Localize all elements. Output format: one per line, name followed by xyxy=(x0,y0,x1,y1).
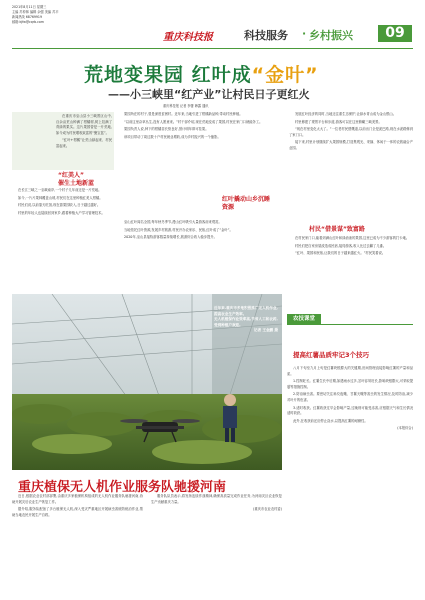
caption-line: 近年来,重庆市多地积极推广无人机作业,提高农业生产效率。 xyxy=(214,306,278,316)
paragraph: 在重庆市巫山县小三峡景区山中,百余亩荒山种满了柑橘树,树上挂满了青绿的果实。这片果园曾是一片荒地,如今成为村民增收致富的“聚宝盆”。 xyxy=(56,114,112,135)
paragraph: 2020年,巫山县接待游客数量持续增长,旅游综合收入稳步提升。 xyxy=(124,235,217,240)
paragraph: 如今,一片片果林覆盖山坡,村民们在这里种植红美人柑橘。 xyxy=(18,195,103,200)
masthead-rule xyxy=(12,48,413,49)
section-title: 科技服务 xyxy=(244,29,288,42)
headline-byline: 重庆科技报 记者 李蕾 韩露 通讯 xyxy=(163,104,209,108)
paragraph: 八月下旬至九月上旬是红薯块根膨大的关键期,田间管理直接影响红薯的产量和品质。 xyxy=(287,366,413,376)
main-headline xyxy=(84,60,319,87)
date-line: 2021年8月11日 星期三 xyxy=(12,5,47,9)
paragraph: 据介绍,服务队配备了多台植保无人机,深入受灾严重地区开展病虫害统防统治作业,帮助当地农民开展生产自救。 xyxy=(12,507,143,517)
left-body xyxy=(12,188,114,292)
paragraph: “红叶、果园和民宿,让我们的日子越来越红火。”村民笑着说。 xyxy=(295,251,386,256)
right-column xyxy=(289,112,413,307)
right-body-top xyxy=(289,112,413,212)
middle-body-bottom xyxy=(118,220,283,292)
paragraph: 服务队队员表示,将发扬连续作战精神,确保高质量完成作业任务,为河南灾区农业恢复生产贡献重庆力量。 xyxy=(151,494,282,504)
paragraph: 村里的年轻人也陆续回到家乡,跟着种植大户学习管理技术。 xyxy=(18,210,105,215)
right-body-bottom xyxy=(289,236,413,306)
caption-line: 记者 王金鹏 摄 xyxy=(253,328,278,333)
middle-column xyxy=(118,112,283,292)
paragraph: “以前这里杂草丛生,没有人愿意来。”村干部介绍,现在荒地变成了果园,村民在家门口就能务工。 xyxy=(124,119,263,124)
masthead xyxy=(0,0,425,52)
paragraph: 接下来,村里计划继续扩大果园规模,打造集观光、采摘、休闲于一体的农旅融合产业园。 xyxy=(289,140,413,150)
headline-subtitle: ——小三峡里“红产业”让村民日子更红火 xyxy=(108,88,310,101)
source-line: (本报综合) xyxy=(397,426,413,431)
page-number: 09 xyxy=(378,25,412,42)
paragraph: 村民们把自家房屋改造成民宿,接待游客,收入比过去翻了几番。 xyxy=(295,243,387,248)
paragraph: 果园负责人说,种下的柑橘苗长势良好,预计明年即可挂果。 xyxy=(124,127,209,132)
paragraph: 果园所在的村子,曾是深度贫困村。近年来,当地引进了柑橘新品种,带动村民种植。 xyxy=(124,112,243,116)
headline-main: 荒地变果园 红叶成 xyxy=(84,64,252,86)
source-line: (重庆市农业农村委) xyxy=(253,507,282,512)
edition-line: 主编 苏仲林 编辑 余强 美编 苏平 xyxy=(12,10,59,14)
left-subhead-1: “红美人” xyxy=(58,172,84,179)
paragraph: 该项目带动了周边数十户村民就业增收,成为乡村振兴的一个缩影。 xyxy=(124,134,221,139)
paragraph: 1.控制旺长。红薯生长中后期,如遇雨水过多,茎叶容易旺长,影响块根膨大,可采取提蔓等措施控制。 xyxy=(287,379,413,389)
sidebar-body xyxy=(287,366,413,595)
paragraph: 此外,在收获前还应停止浇水,以提高红薯的耐储性。 xyxy=(293,418,368,423)
paragraph: 发展红叶经济的同时,当地还注重生态保护,让绿水青山成为金山银山。 xyxy=(295,112,397,116)
sidebar-tag-rule xyxy=(321,324,413,325)
middle-subhead: 红叶撬动山乡沉睡资源 xyxy=(222,196,271,211)
photo-caption xyxy=(214,306,278,334)
paragraph: 在村民家门口,能看到满山红叶和绿油油的果园,这里已成为不少游客的打卡地。 xyxy=(295,236,410,240)
paragraph: “红叶+柑橘”让荒山绿起来、村民富起来。 xyxy=(56,138,112,148)
headline-highlight: “金叶” xyxy=(251,64,319,86)
paragraph: 近日,根据农业农村部部署,由重庆多家植保机构组成的无人机作业服务队驰援河南,协助开展灾后农业生产恢复工作。 xyxy=(12,494,143,504)
left-column xyxy=(12,112,114,292)
section-subtitle: 乡村振兴 xyxy=(309,29,353,42)
paragraph: 3.适时收获。红薯收获过早会影响产量,过晚则可能受冻害,应根据天气和生长情况适时收获。 xyxy=(287,405,413,416)
paragraph: 当地依托红叶资源,发展乡村旅游,村民开办农家乐、民宿,红叶成了“金叶”。 xyxy=(124,227,233,232)
bottom-headline: 重庆植保无人机作业服务队驰援河南 xyxy=(18,480,227,495)
paper-logo: 重庆科技报 xyxy=(163,32,213,43)
section-dot: · xyxy=(302,27,307,40)
paragraph: 2.防治病虫害。要密切关注斜纹夜蛾、甘薯天蛾等害虫的发生情况,及时防治,减少对叶片的危害。 xyxy=(287,392,413,402)
paragraph: 巫山红叶闻名全国,每年秋冬季节,漫山红叶吸引大量游客前来观赏。 xyxy=(124,220,222,224)
left-intro xyxy=(56,114,112,172)
phone-line: 新闻热线 68769919 xyxy=(12,15,42,19)
right-subhead: 村民“借景谋”致富路 xyxy=(309,226,365,233)
sidebar-headline: 提高红薯品质牢记3个技巧 xyxy=(293,351,370,359)
paragraph: 村里修建了观景平台和步道,游客可以在这里俯瞰三峡美景。 xyxy=(295,119,382,124)
paragraph: “现在村里变化太大了。”一位老村民感慨道,以前出门全是泥巴路,现在水泥路修到了家门口。 xyxy=(289,127,413,137)
sidebar-tag: 农技课堂 xyxy=(287,314,321,325)
paragraph: 村民们说,以前靠天吃饭,现在靠果园收入,日子越过越好。 xyxy=(18,203,101,208)
bottom-body xyxy=(12,494,282,590)
left-subhead-2: 催生土地新蓝 xyxy=(58,180,95,187)
middle-body-top xyxy=(118,112,283,190)
caption-line: 无人机植保作业效率高,节省人工和农药,受到种植户欢迎。 xyxy=(214,317,278,327)
email-line[interactable]: 邮箱:kjfw@cqrb.com xyxy=(12,20,44,24)
paragraph: 在长江三峡之一巫峡南岸,一个村子几年前还是一片荒地。 xyxy=(18,188,102,192)
sidebar-box xyxy=(287,310,413,595)
